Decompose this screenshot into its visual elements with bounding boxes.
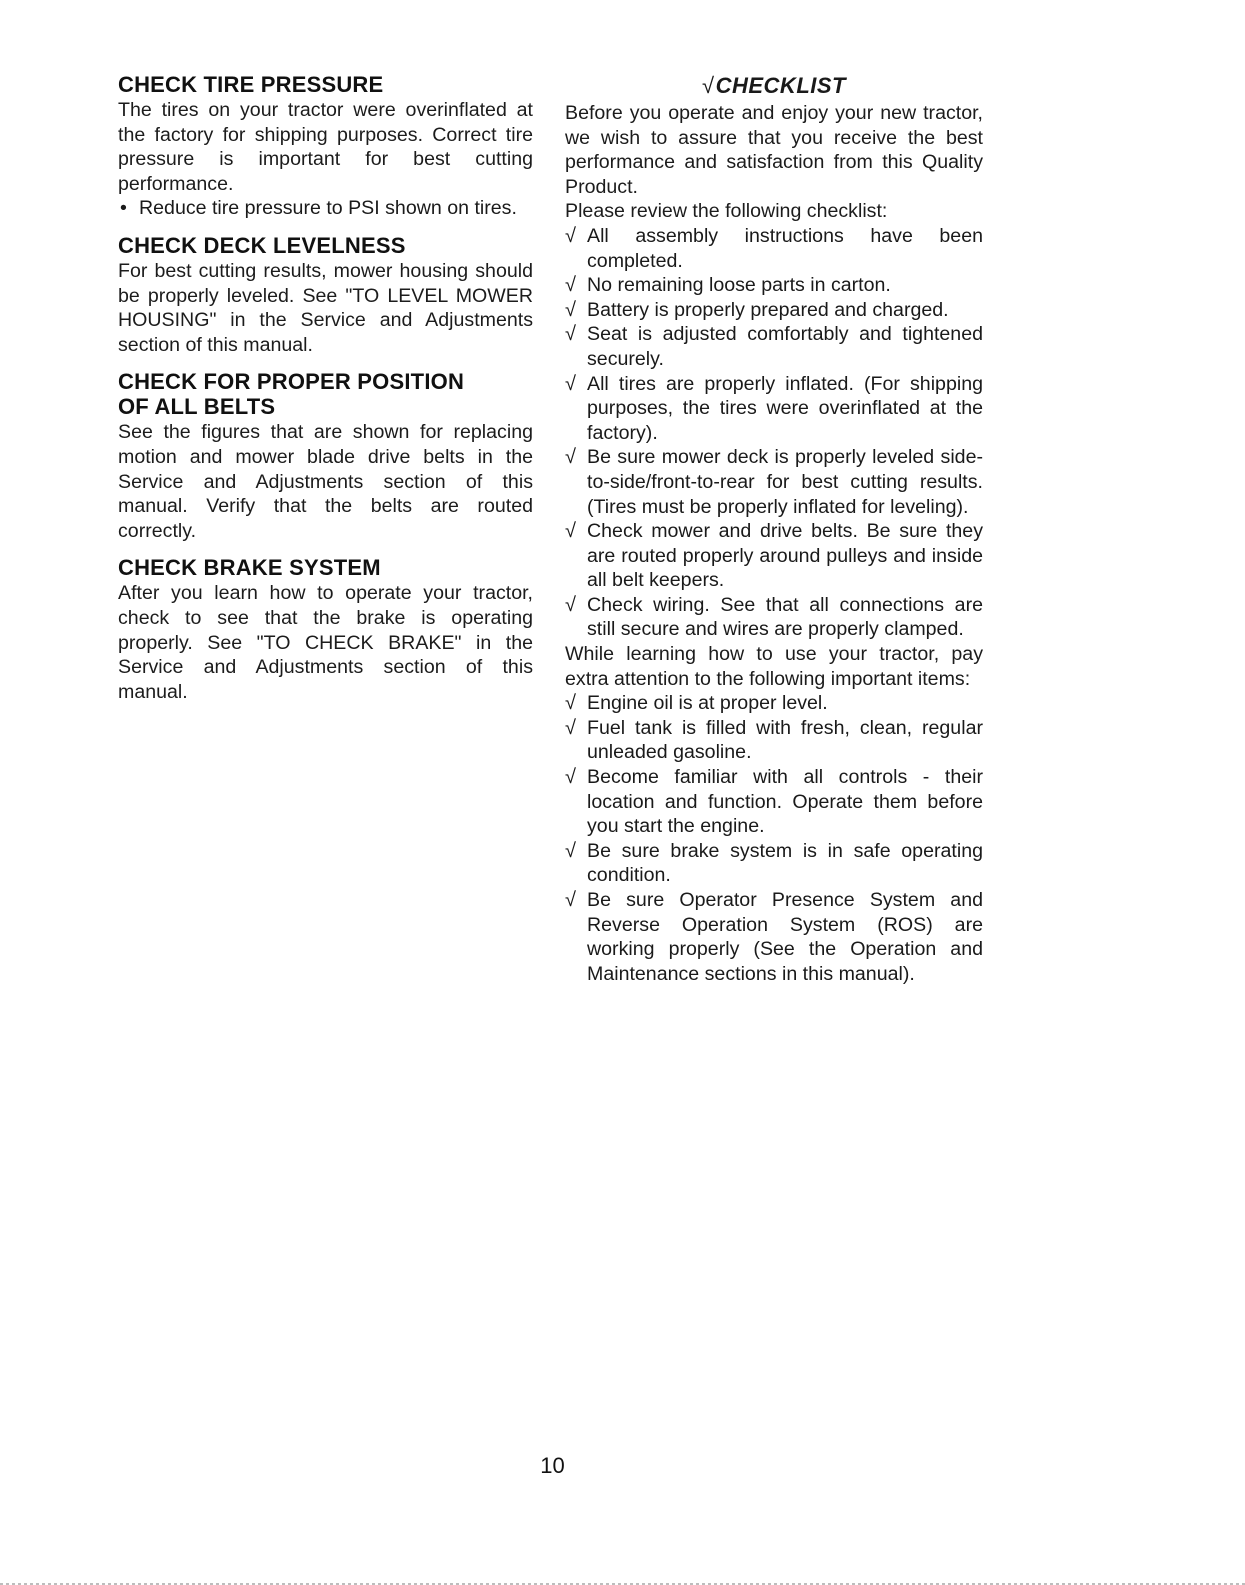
checklist-item [565, 224, 983, 273]
checklist-item-text: Fuel tank is filled with fresh, clean, regular unleaded gasoline. [587, 716, 983, 764]
checklist-item [565, 691, 983, 716]
belts-text: See the figures that are shown for replacing motion and mower blade drive belts in the Service and Adjustments section of this manual. Verify that the belts are routed correctly. [118, 421, 533, 542]
checklist-title [565, 72, 983, 100]
checklist-before-operation [565, 224, 983, 642]
checklist-item [565, 519, 983, 593]
belts-heading [118, 369, 533, 419]
check-icon: √ [565, 889, 576, 911]
left-column [118, 72, 533, 716]
checklist-item-text: Battery is properly prepared and charged. [587, 298, 949, 321]
checklist-item-text: Seat is adjusted comfortably and tightened securely. [587, 323, 983, 370]
checklist-item [565, 372, 983, 446]
checklist-item [565, 273, 983, 298]
check-icon: √ [565, 692, 576, 715]
checklist-item [565, 445, 983, 519]
deck-levelness-heading: CHECK DECK LEVELNESS [118, 232, 406, 258]
deck-levelness-text: For best cutting results, mower housing should be properly leveled. See "TO LEVEL MOWER HOUSING" in the Service and Adjustments section of this manual. [118, 259, 533, 356]
tire-pressure-bullets [118, 196, 533, 221]
checklist-item-text: Be sure Operator Presence System and Reverse Operation System (ROS) are working properly (See the Operation and Maintenance sections in this manual). [587, 889, 983, 985]
belts-section [118, 369, 533, 543]
checklist-item [565, 322, 983, 371]
checklist-item [565, 716, 983, 765]
checklist-review-line: Please review the following checklist: [565, 200, 888, 223]
check-icon: √ [565, 766, 576, 789]
checklist-item [565, 593, 983, 642]
check-icon: √ [565, 593, 576, 616]
tire-pressure-text: The tires on your tractor were overinflated at the factory for shipping purposes. Correct tire pressure is important for best cutting performance. [118, 99, 533, 195]
bullet-item [118, 196, 533, 221]
check-icon: √ [565, 716, 576, 739]
bullet-icon: • [120, 197, 127, 220]
tire-pressure-heading: CHECK TIRE PRESSURE [118, 72, 384, 97]
checklist-title-text: CHECKLIST [715, 73, 846, 98]
checklist-item-text: Engine oil is at proper level. [587, 692, 828, 715]
checklist-item [565, 839, 983, 888]
deck-levelness-section [118, 233, 533, 357]
check-icon: √ [702, 73, 715, 98]
check-icon: √ [565, 839, 576, 862]
belts-heading-line1: CHECK FOR PROPER POSITION [118, 369, 465, 395]
check-icon: √ [565, 274, 576, 297]
checklist-item-text: All tires are properly inflated. (For shipping purposes, the tires were overinflated at the factory). [587, 372, 983, 444]
checklist-item-text: Check mower and drive belts. Be sure they are routed properly around pulleys and inside all belt keepers. [587, 520, 983, 592]
checklist-item-text: Check wiring. See that all connections are still secure and wires are properly clamped. [587, 593, 983, 641]
check-icon: √ [565, 224, 576, 247]
check-icon: √ [565, 323, 576, 346]
belts-heading-line2: OF ALL BELTS [118, 394, 276, 420]
bullet-text: Reduce tire pressure to PSI shown on tires. [139, 197, 517, 220]
checklist-item [565, 765, 983, 839]
page-number: 10 [540, 1453, 565, 1478]
brake-system-heading: CHECK BRAKE SYSTEM [118, 555, 381, 581]
checklist-item-text: Be sure mower deck is properly leveled side-to-side/front-to-rear for best cutting results. (Tires must be properly inflated for leveling). [587, 446, 983, 518]
checklist-item [565, 298, 983, 323]
checklist-while-learning [565, 691, 983, 986]
checklist-item-text: Become familiar with all controls - their location and function. Operate them before you start the engine. [587, 766, 983, 838]
checklist-item-text: No remaining loose parts in carton. [587, 274, 891, 297]
check-icon: √ [565, 372, 576, 395]
checklist-item-text: All assembly instructions have been completed. [587, 224, 983, 272]
brake-system-section [118, 555, 533, 704]
right-column [565, 72, 983, 986]
brake-system-text: After you learn how to operate your tractor, check to see that the brake is operating properly. See "TO CHECK BRAKE" in the Service and Adjustments section of this manual. [118, 582, 533, 703]
checklist-item [565, 888, 983, 986]
checklist-item-text: Be sure brake system is in safe operating condition. [587, 839, 983, 887]
check-icon: √ [565, 298, 576, 321]
tire-pressure-section [118, 72, 533, 221]
checklist-intro: Before you operate and enjoy your new tractor, we wish to assure that you receive the best performance and satisfaction from this Quality Product. [565, 102, 983, 198]
checklist-middle-text: While learning how to use your tractor, pay extra attention to the following important items: [565, 643, 983, 690]
check-icon: √ [565, 520, 576, 543]
check-icon: √ [565, 446, 576, 469]
